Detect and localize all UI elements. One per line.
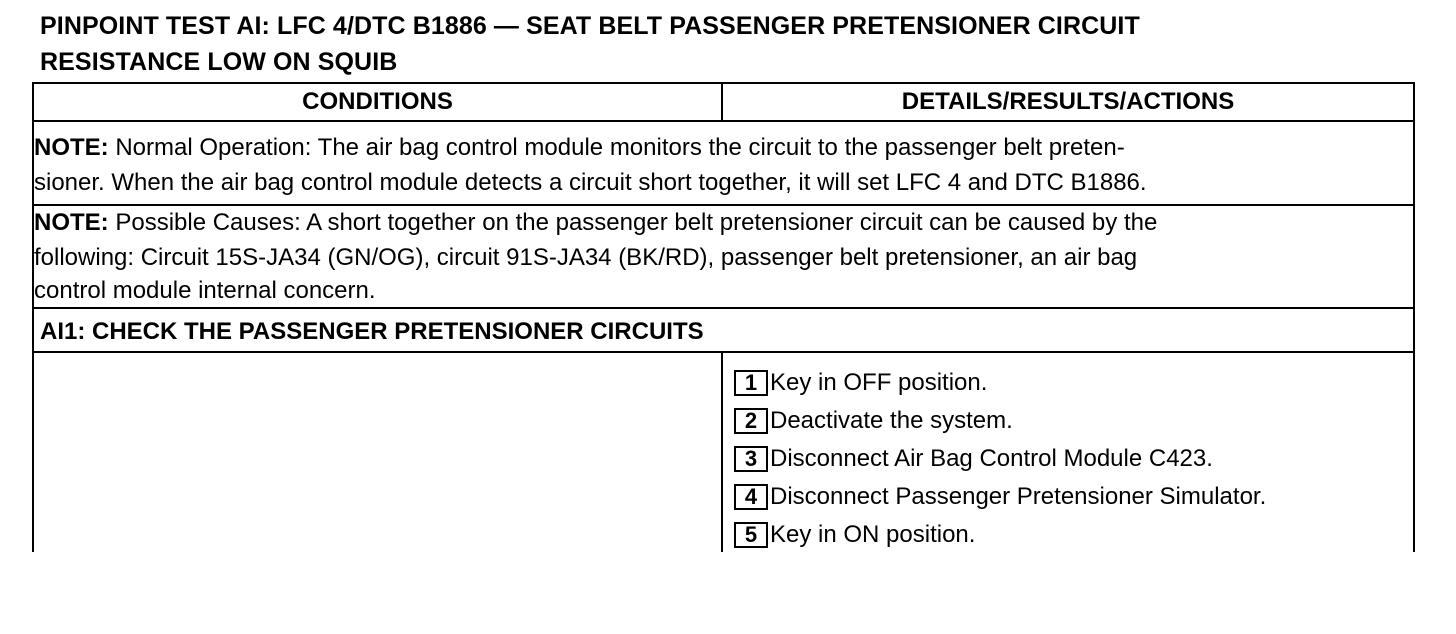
- step-text: Disconnect Passenger Pretensioner Simulator.: [770, 483, 1267, 510]
- details-header: DETAILS/RESULTS/ACTIONS: [901, 88, 1235, 115]
- title-line-1: PINPOINT TEST AI: LFC 4/DTC B1886 — SEAT BELT PASSENGER PRETENSIONER CIRCUIT: [40, 12, 1140, 40]
- step-title: AI1: CHECK THE PASSENGER PRETENSIONER CIRCUITS: [40, 318, 704, 345]
- step-number: 2: [734, 408, 768, 434]
- steps-column-divider: [721, 351, 723, 552]
- step-list: [734, 364, 1404, 554]
- note-normal-operation: [34, 130, 1411, 200]
- list-item: [734, 478, 1404, 516]
- table-right-border: [1413, 82, 1415, 552]
- list-item: [734, 402, 1404, 440]
- list-item: [734, 440, 1404, 478]
- step-title-bottom-border: [32, 351, 1415, 353]
- header-bottom-border: [32, 120, 1415, 122]
- note-possible-causes: [34, 205, 1411, 307]
- step-text: Key in OFF position.: [770, 369, 988, 396]
- step-number: 5: [734, 522, 768, 548]
- note-text: Possible Causes: A short together on the passenger belt pretensioner circuit can be caused by the: [108, 209, 1158, 236]
- note-text: Normal Operation: The air bag control module monitors the circuit to the passenger belt preten-: [108, 134, 1125, 161]
- step-number: 1: [734, 370, 768, 396]
- note-text: sioner. When the air bag control module detects a circuit short together, it will set LFC 4 and DTC B1886.: [34, 169, 1147, 196]
- step-text: Key in ON position.: [770, 521, 976, 548]
- title-line-2: RESISTANCE LOW ON SQUIB: [40, 48, 398, 76]
- list-item: [734, 516, 1404, 554]
- note-text: following: Circuit 15S-JA34 (GN/OG), circuit 91S-JA34 (BK/RD), passenger belt pretensioner, an air bag: [34, 244, 1138, 271]
- note-line: [34, 130, 1411, 165]
- note-text: control module internal concern.: [34, 277, 376, 304]
- conditions-header: CONDITIONS: [302, 88, 453, 115]
- note-label: NOTE:: [34, 209, 109, 236]
- note2-bottom-border: [32, 307, 1415, 309]
- step-number: 3: [734, 446, 768, 472]
- pinpoint-test-table: [32, 82, 1415, 552]
- note-label: NOTE:: [34, 134, 109, 161]
- note-line: [34, 205, 1411, 240]
- step-text: Disconnect Air Bag Control Module C423.: [770, 445, 1213, 472]
- step-number: 4: [734, 484, 768, 510]
- page-title: [40, 8, 1420, 80]
- list-item: [734, 364, 1404, 402]
- step-text: Deactivate the system.: [770, 407, 1013, 434]
